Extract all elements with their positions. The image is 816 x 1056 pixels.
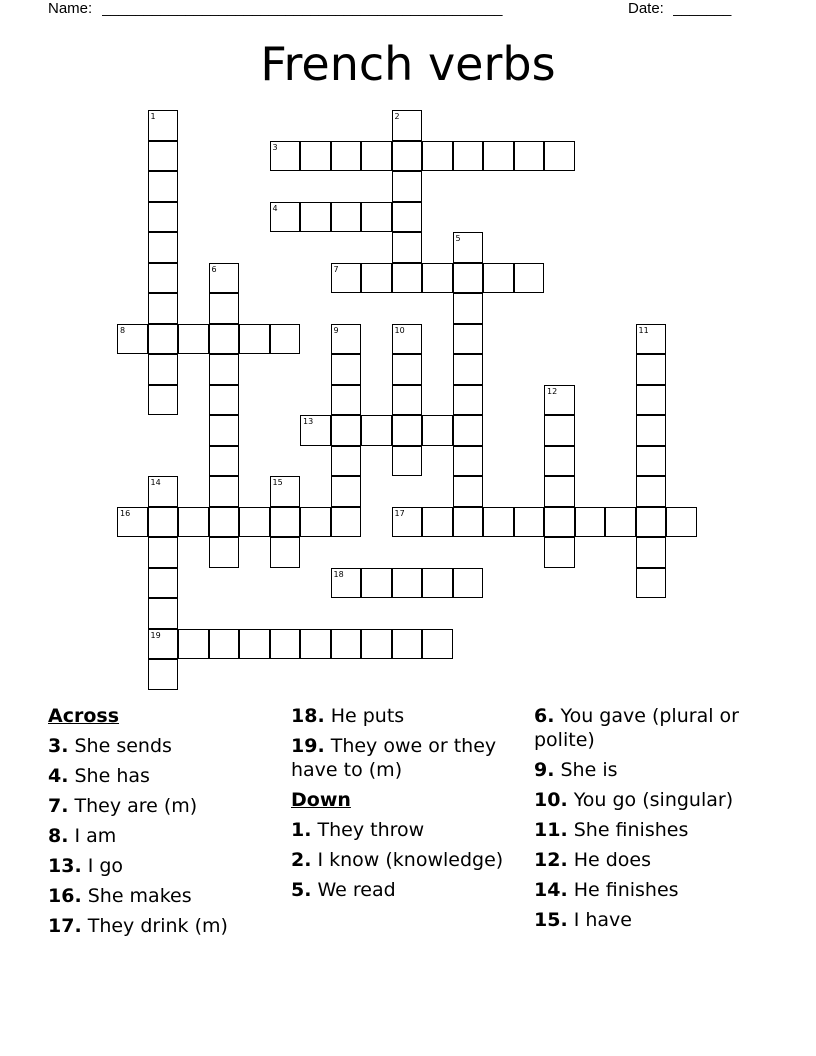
clue-number: 14 bbox=[150, 478, 161, 487]
grid-cell[interactable] bbox=[148, 354, 179, 385]
grid-cell[interactable] bbox=[300, 202, 331, 233]
grid-cell[interactable] bbox=[148, 293, 179, 324]
grid-cell[interactable] bbox=[392, 354, 423, 385]
clue-text: He puts bbox=[324, 705, 405, 727]
down-clue bbox=[534, 848, 774, 872]
clue-number: 8 bbox=[120, 325, 126, 335]
clues-column-2 bbox=[291, 704, 526, 908]
grid-cell[interactable] bbox=[544, 507, 575, 538]
grid-cell[interactable] bbox=[422, 507, 453, 538]
across-clue bbox=[48, 854, 283, 878]
clue-num: 13. bbox=[48, 855, 82, 877]
grid-cell[interactable] bbox=[636, 568, 667, 599]
clues-column-1 bbox=[48, 704, 283, 944]
clue-number: 15 bbox=[272, 478, 283, 487]
clue-num: 10. bbox=[534, 789, 568, 811]
clue-number: 19 bbox=[150, 630, 161, 640]
grid-cell[interactable] bbox=[453, 446, 484, 477]
down-clue bbox=[534, 878, 774, 902]
grid-cell[interactable] bbox=[361, 629, 392, 660]
across-clue bbox=[291, 704, 526, 728]
clue-text: They throw bbox=[311, 819, 425, 841]
grid-cell[interactable] bbox=[148, 324, 179, 355]
clue-text: We read bbox=[311, 879, 396, 901]
grid-cell[interactable] bbox=[483, 507, 514, 538]
across-clue bbox=[48, 734, 283, 758]
grid-cell[interactable] bbox=[148, 507, 179, 538]
clues-column-3 bbox=[534, 704, 774, 938]
clue-num: 1. bbox=[291, 819, 312, 841]
grid-cell[interactable] bbox=[392, 385, 423, 416]
grid-cell[interactable] bbox=[331, 446, 362, 477]
grid-cell[interactable] bbox=[636, 354, 667, 385]
down-clue bbox=[291, 878, 526, 902]
grid-cell[interactable] bbox=[209, 415, 240, 446]
grid-cell[interactable] bbox=[148, 202, 179, 233]
grid-cell[interactable] bbox=[361, 263, 392, 294]
down-clue bbox=[534, 908, 774, 932]
grid-cell[interactable] bbox=[636, 476, 667, 507]
grid-cell[interactable] bbox=[392, 568, 423, 599]
clue-num: 2. bbox=[291, 849, 312, 871]
clue-num: 19. bbox=[291, 735, 325, 757]
clue-text: She sends bbox=[68, 735, 172, 757]
grid-cell[interactable] bbox=[361, 202, 392, 233]
clue-text: They drink (m) bbox=[81, 915, 228, 937]
grid-cell[interactable] bbox=[148, 232, 179, 263]
clue-number: 6 bbox=[211, 264, 217, 274]
grid-cell[interactable] bbox=[514, 507, 545, 538]
grid-cell[interactable] bbox=[178, 324, 209, 355]
grid-cell[interactable] bbox=[483, 141, 514, 172]
clue-text: She is bbox=[554, 759, 618, 781]
clue-number: 9 bbox=[333, 325, 339, 335]
clue-number: 18 bbox=[333, 569, 344, 579]
grid-cell[interactable] bbox=[209, 476, 240, 507]
grid-cell[interactable] bbox=[148, 263, 179, 294]
grid-cell[interactable] bbox=[392, 446, 423, 477]
down-clue bbox=[534, 704, 774, 752]
grid-cell[interactable] bbox=[636, 507, 667, 538]
grid-cell[interactable] bbox=[148, 659, 179, 690]
grid-cell[interactable] bbox=[514, 141, 545, 172]
clue-text: They are (m) bbox=[68, 795, 198, 817]
grid-cell[interactable] bbox=[300, 507, 331, 538]
clue-number: 11 bbox=[638, 325, 649, 335]
grid-cell[interactable] bbox=[453, 141, 484, 172]
date-field[interactable]: _______ bbox=[673, 0, 732, 17]
clue-num: 17. bbox=[48, 915, 82, 937]
grid-cell[interactable] bbox=[392, 202, 423, 233]
down-clue bbox=[534, 758, 774, 782]
clue-num: 12. bbox=[534, 849, 568, 871]
grid-cell[interactable] bbox=[636, 415, 667, 446]
grid-cell[interactable] bbox=[422, 141, 453, 172]
grid-cell[interactable] bbox=[636, 537, 667, 568]
grid-cell[interactable] bbox=[148, 385, 179, 416]
grid-cell[interactable] bbox=[361, 141, 392, 172]
page-title: French verbs bbox=[260, 37, 556, 91]
clue-text: I go bbox=[81, 855, 124, 877]
grid-cell[interactable] bbox=[453, 476, 484, 507]
grid-cell[interactable] bbox=[422, 415, 453, 446]
grid-cell[interactable] bbox=[331, 629, 362, 660]
grid-cell[interactable] bbox=[148, 537, 179, 568]
clue-number: 17 bbox=[394, 508, 405, 518]
clue-number: 16 bbox=[120, 508, 131, 518]
clue-num: 9. bbox=[534, 759, 555, 781]
across-heading: Across bbox=[48, 705, 120, 727]
grid-cell[interactable] bbox=[148, 141, 179, 172]
across-clue bbox=[48, 794, 283, 818]
grid-cell[interactable] bbox=[453, 293, 484, 324]
clue-number: 7 bbox=[333, 264, 339, 274]
grid-cell[interactable] bbox=[392, 141, 423, 172]
grid-cell[interactable] bbox=[636, 385, 667, 416]
down-clue bbox=[534, 788, 774, 812]
grid-cell[interactable] bbox=[514, 263, 545, 294]
clue-text: I am bbox=[68, 825, 117, 847]
clue-text: She makes bbox=[81, 885, 192, 907]
clue-number: 3 bbox=[272, 142, 278, 152]
clue-text: They owe or they have to (m) bbox=[291, 735, 497, 781]
grid-cell[interactable] bbox=[544, 415, 575, 446]
grid-cell[interactable] bbox=[331, 476, 362, 507]
clue-text: She finishes bbox=[567, 819, 689, 841]
grid-cell[interactable] bbox=[453, 507, 484, 538]
grid-cell[interactable] bbox=[270, 324, 301, 355]
grid-cell[interactable] bbox=[453, 263, 484, 294]
clue-number: 13 bbox=[303, 417, 314, 426]
grid-cell[interactable] bbox=[422, 263, 453, 294]
grid-cell[interactable] bbox=[392, 232, 423, 263]
clue-text: I know (knowledge) bbox=[311, 849, 504, 871]
clue-number: 4 bbox=[272, 203, 278, 213]
grid-cell[interactable] bbox=[392, 171, 423, 202]
grid-cell[interactable] bbox=[209, 629, 240, 660]
grid-cell[interactable] bbox=[209, 507, 240, 538]
grid-cell[interactable] bbox=[422, 629, 453, 660]
grid-cell[interactable] bbox=[300, 629, 331, 660]
grid-cell[interactable] bbox=[605, 507, 636, 538]
grid-cell[interactable] bbox=[209, 324, 240, 355]
clue-text: He does bbox=[567, 849, 652, 871]
grid-cell[interactable] bbox=[148, 568, 179, 599]
grid-cell[interactable] bbox=[209, 446, 240, 477]
grid-cell[interactable] bbox=[331, 202, 362, 233]
clue-number: 1 bbox=[150, 112, 156, 121]
grid-cell[interactable] bbox=[453, 568, 484, 599]
clue-num: 16. bbox=[48, 885, 82, 907]
clue-text: You gave (plural or polite) bbox=[534, 705, 739, 751]
clue-num: 3. bbox=[48, 735, 69, 757]
grid-cell[interactable] bbox=[483, 263, 514, 294]
grid-cell[interactable] bbox=[178, 507, 209, 538]
clue-num: 6. bbox=[534, 705, 555, 727]
across-clue bbox=[48, 764, 283, 788]
grid-cell[interactable] bbox=[178, 629, 209, 660]
clue-number: 10 bbox=[394, 325, 405, 335]
clue-num: 18. bbox=[291, 705, 325, 727]
clue-number: 5 bbox=[455, 234, 461, 243]
grid-cell[interactable] bbox=[636, 446, 667, 477]
grid-cell[interactable] bbox=[422, 568, 453, 599]
clue-num: 15. bbox=[534, 909, 568, 931]
clue-number: 2 bbox=[394, 112, 400, 121]
down-clue bbox=[291, 848, 526, 872]
grid-cell[interactable] bbox=[392, 263, 423, 294]
across-clue bbox=[48, 914, 283, 938]
grid-cell[interactable] bbox=[331, 354, 362, 385]
across-clue bbox=[48, 884, 283, 908]
grid-cell[interactable] bbox=[331, 141, 362, 172]
grid-cell[interactable] bbox=[392, 415, 423, 446]
grid-cell[interactable] bbox=[209, 537, 240, 568]
grid-cell[interactable] bbox=[392, 629, 423, 660]
grid-cell[interactable] bbox=[361, 415, 392, 446]
date-label: Date: bbox=[628, 0, 664, 17]
clue-num: 14. bbox=[534, 879, 568, 901]
grid-cell[interactable] bbox=[453, 354, 484, 385]
clue-text: I have bbox=[567, 909, 632, 931]
grid-cell[interactable] bbox=[331, 507, 362, 538]
grid-cell[interactable] bbox=[239, 507, 270, 538]
down-heading: Down bbox=[291, 789, 351, 811]
grid-cell[interactable] bbox=[300, 141, 331, 172]
across-clue bbox=[291, 734, 526, 782]
grid-cell[interactable] bbox=[270, 507, 301, 538]
grid-cell[interactable] bbox=[239, 324, 270, 355]
grid-cell[interactable] bbox=[575, 507, 606, 538]
clue-text: She has bbox=[68, 765, 150, 787]
clue-text: You go (singular) bbox=[567, 789, 734, 811]
grid-cell[interactable] bbox=[148, 171, 179, 202]
across-clue bbox=[48, 824, 283, 848]
clue-number: 12 bbox=[547, 386, 558, 396]
grid-cell[interactable] bbox=[544, 476, 575, 507]
down-clue bbox=[291, 818, 526, 842]
grid-cell[interactable] bbox=[239, 629, 270, 660]
grid-cell[interactable] bbox=[331, 385, 362, 416]
grid-cell[interactable] bbox=[453, 324, 484, 355]
clue-num: 4. bbox=[48, 765, 69, 787]
clue-num: 11. bbox=[534, 819, 568, 841]
grid-cell[interactable] bbox=[331, 415, 362, 446]
grid-cell[interactable] bbox=[544, 446, 575, 477]
clue-num: 5. bbox=[291, 879, 312, 901]
grid-cell[interactable] bbox=[209, 385, 240, 416]
grid-cell[interactable] bbox=[148, 598, 179, 629]
clue-text: He finishes bbox=[567, 879, 679, 901]
name-label: Name: bbox=[48, 0, 93, 17]
grid-cell[interactable] bbox=[361, 568, 392, 599]
clue-num: 8. bbox=[48, 825, 69, 847]
grid-cell[interactable] bbox=[453, 415, 484, 446]
down-clue bbox=[534, 818, 774, 842]
grid-cell[interactable] bbox=[666, 507, 697, 538]
grid-cell[interactable] bbox=[544, 537, 575, 568]
clue-num: 7. bbox=[48, 795, 69, 817]
grid-cell[interactable] bbox=[270, 629, 301, 660]
grid-cell[interactable] bbox=[209, 354, 240, 385]
grid-cell[interactable] bbox=[453, 385, 484, 416]
grid-cell[interactable] bbox=[544, 141, 575, 172]
grid-cell[interactable] bbox=[209, 293, 240, 324]
name-field[interactable]: ________________________________________________ bbox=[102, 0, 503, 17]
grid-cell[interactable] bbox=[270, 537, 301, 568]
